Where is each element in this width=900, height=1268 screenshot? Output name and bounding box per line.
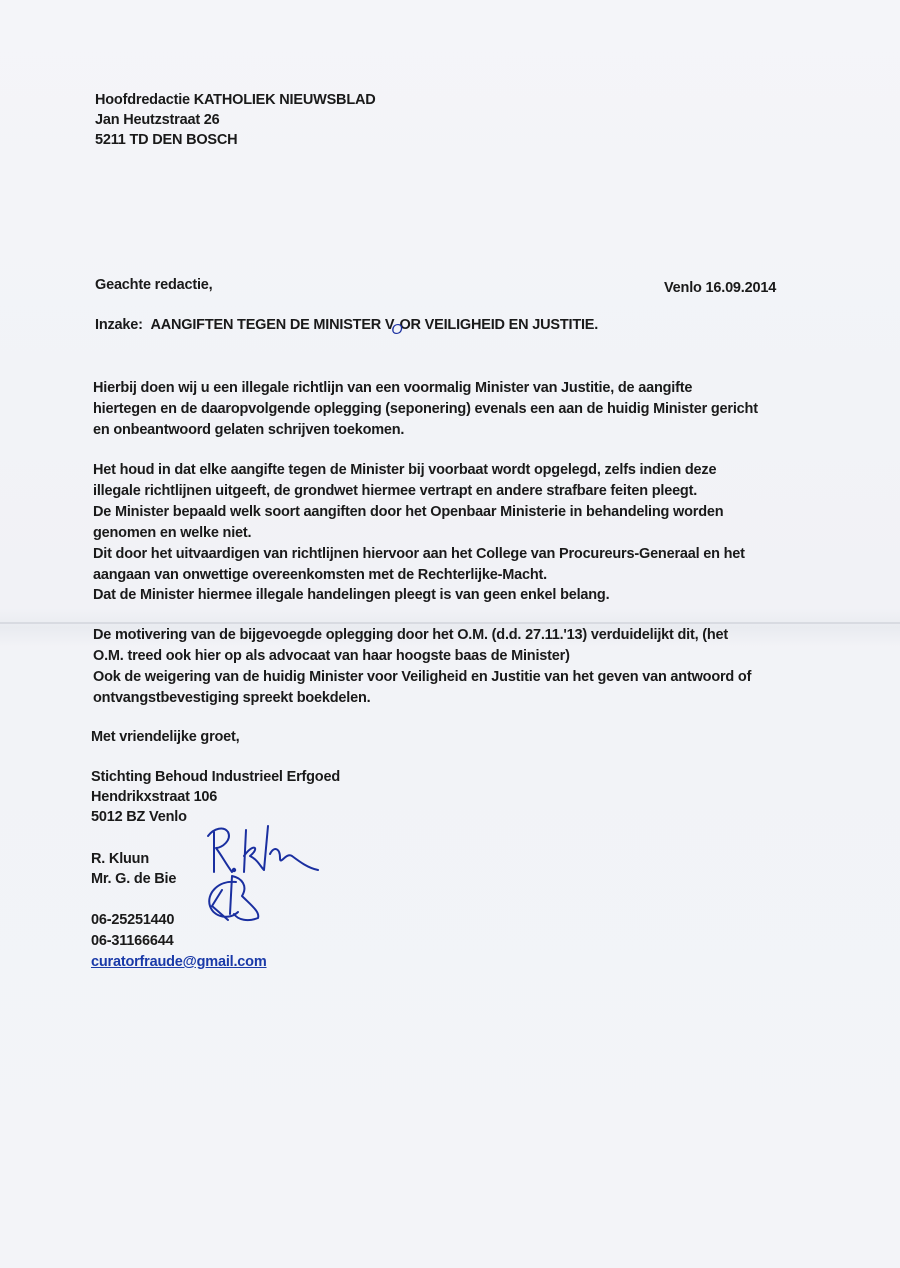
paragraph-1-line: hiertegen en de daaropvolgende oplegging (seponering) evenals een aan de huidig Minister gericht bbox=[93, 401, 758, 417]
sender-city: 5012 BZ Venlo bbox=[91, 809, 187, 825]
paragraph-2-line: Dat de Minister hiermee illegale handelingen pleegt is van geen enkel belang. bbox=[93, 587, 610, 603]
paragraph-3-line: ontvangstbevestiging spreekt boekdelen. bbox=[93, 690, 371, 706]
paragraph-2-line: illegale richtlijnen uitgeeft, de grondwet hiermee vertrapt en andere strafbare feiten pleegt. bbox=[93, 483, 698, 499]
sender-name-2: Mr. G. de Bie bbox=[91, 871, 177, 887]
paper-fold bbox=[0, 622, 900, 624]
paragraph-2-line: Dit door het uitvaardigen van richtlijnen hiervoor aan het College van Procureurs-Generaal en het bbox=[93, 546, 745, 562]
sender-phone-1: 06-25251440 bbox=[91, 912, 175, 928]
subject-prefix: Inzake: bbox=[95, 317, 143, 333]
paragraph-1-line: Hierbij doen wij u een illegale richtlijn van een voormalig Minister van Justitie, de aangifte bbox=[93, 380, 693, 396]
paragraph-3-line: Ook de weigering van de huidig Minister voor Veiligheid en Justitie van het geven van antwoord of bbox=[93, 669, 752, 685]
handwritten-signatures-icon bbox=[200, 822, 340, 937]
sender-email-link[interactable]: curatorfraude@gmail.com bbox=[91, 954, 267, 970]
paragraph-2-line: genomen en welke niet. bbox=[93, 525, 252, 541]
paragraph-2-line: De Minister bepaald welk soort aangiften door het Openbaar Ministerie in behandeling worden bbox=[93, 504, 724, 520]
closing: Met vriendelijke groet, bbox=[91, 729, 240, 745]
sender-phone-2: 06-31166644 bbox=[91, 933, 174, 949]
sender-street: Hendrikxstraat 106 bbox=[91, 789, 218, 805]
recipient-line-2: Jan Heutzstraat 26 bbox=[95, 112, 220, 128]
paragraph-1-line: en onbeantwoord gelaten schrijven toekomen. bbox=[93, 422, 405, 438]
place-date: Venlo 16.09.2014 bbox=[664, 280, 777, 296]
paragraph-2-line: Het houd in dat elke aangifte tegen de Minister bij voorbaat wordt opgelegd, zelfs indien deze bbox=[93, 462, 717, 478]
paragraph-2-line: aangaan van onwettige overeenkomsten met de Rechterlijke-Macht. bbox=[93, 567, 547, 583]
recipient-line-3: 5211 TD DEN BOSCH bbox=[95, 132, 238, 148]
salutation: Geachte redactie, bbox=[95, 277, 213, 293]
subject-line bbox=[95, 317, 599, 338]
paragraph-3-line: De motivering van de bijgevoegde oplegging door het O.M. (d.d. 27.11.'13) verduidelijkt dit, (het bbox=[93, 627, 729, 643]
sender-name-1: R. Kluun bbox=[91, 851, 150, 867]
recipient-line-1: Hoofdredactie KATHOLIEK NIEUWSBLAD bbox=[95, 92, 376, 108]
handwritten-correction: O bbox=[391, 322, 403, 338]
paragraph-3-line: O.M. treed ook hier op als advocaat van haar hoogste baas de Minister) bbox=[93, 648, 570, 664]
subject-before: AANGIFTEN TEGEN DE MINISTER V bbox=[150, 317, 395, 333]
subject-after: OR VEILIGHEID EN JUSTITIE. bbox=[399, 317, 599, 333]
sender-org: Stichting Behoud Industrieel Erfgoed bbox=[91, 769, 340, 785]
